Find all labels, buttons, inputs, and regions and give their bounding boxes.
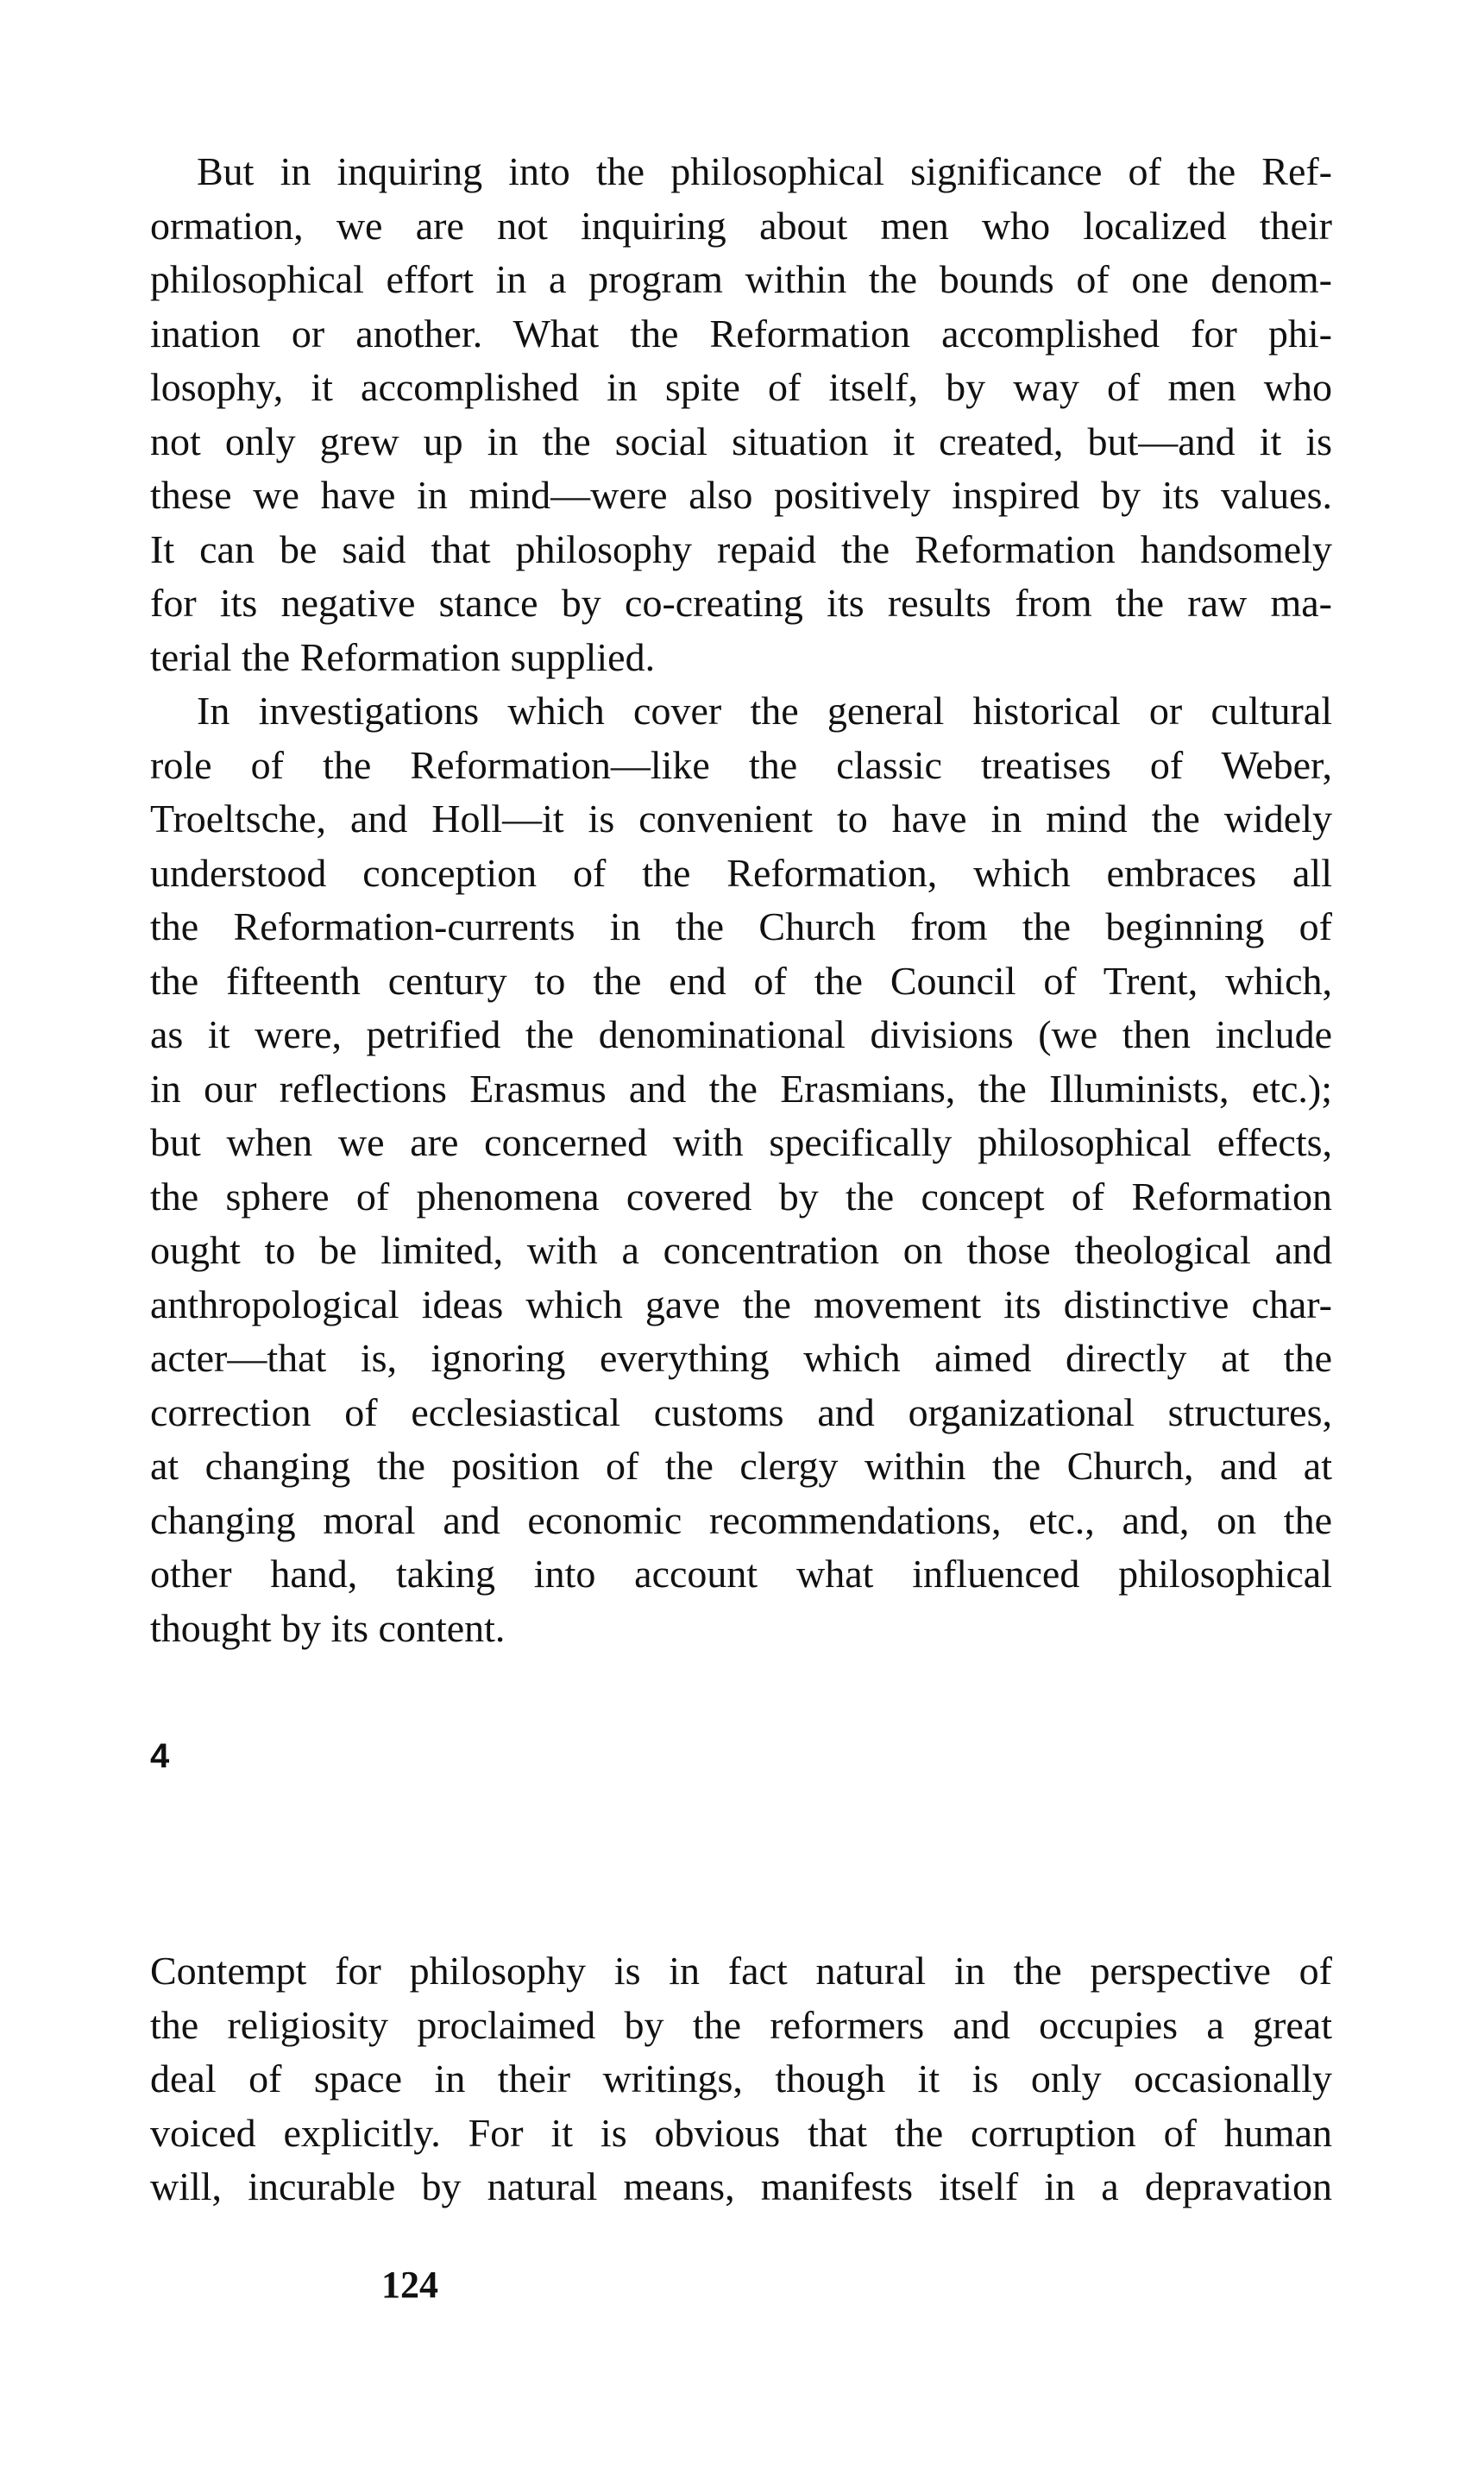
text-line: but when we are concerned with specifically philosophical effects, [150, 1120, 1332, 1164]
text-line: losophy, it accomplished in spite of itself, by way of men who [150, 365, 1332, 409]
section-number: 4 [150, 1737, 170, 1775]
text-line: will, incurable by natural means, manifests itself in a depravation [150, 2164, 1332, 2208]
text-line: for its negative stance by co-creating its results from the raw ma- [150, 581, 1332, 625]
text-line: correction of ecclesiastical customs and organizational structures, [150, 1389, 1332, 1434]
page-number: 124 [381, 2264, 438, 2306]
text-line: understood conception of the Reformation, which embraces all [150, 850, 1332, 895]
paragraph-1 [150, 145, 1332, 684]
text-line: changing moral and economic recommendations, etc., and, on the [150, 1497, 1332, 1542]
text-line: voiced explicitly. For it is obvious that the corruption of human [150, 2110, 1332, 2155]
text-line: Contempt for philosophy is in fact natural in the perspective of [150, 1949, 1332, 1993]
text-line: role of the Reformation—like the classic treatises of Weber, [150, 742, 1332, 787]
text-line: the fifteenth century to the end of the Council of Trent, which, [150, 958, 1332, 1003]
text-line: Troeltsche, and Holl—it is convenient to have in mind the widely [150, 797, 1332, 841]
text-line: ought to be limited, with a concentration on those theological and [150, 1228, 1332, 1272]
section-paragraph [150, 1944, 1332, 2214]
text-line: acter—that is, ignoring everything which aimed directly at the [150, 1336, 1332, 1380]
text-line: philosophical effort in a program within the bounds of one denom- [150, 257, 1332, 301]
text-line: the religiosity proclaimed by the reformers and occupies a great [150, 2002, 1332, 2047]
text-line: In investigations which cover the general historical or cultural [197, 689, 1332, 733]
text-line: It can be said that philosophy repaid the Reformation handsomely [150, 526, 1332, 571]
text-line: deal of space in their writings, though it is only occasionally [150, 2057, 1332, 2101]
text-line: these we have in mind—were also positively inspired by its values. [150, 473, 1332, 517]
text-line: the sphere of phenomena covered by the concept of Reformation [150, 1174, 1332, 1219]
book-page [150, 145, 1332, 2306]
text-line: the Reformation-currents in the Church from the beginning of [150, 904, 1332, 948]
text-line: anthropological ideas which gave the movement its distinctive char- [150, 1282, 1332, 1326]
text-line: not only grew up in the social situation it created, but—and it is [150, 419, 1332, 463]
text-line: at changing the position of the clergy within the Church, and at [150, 1444, 1332, 1488]
text-line: terial the Reformation supplied. [150, 634, 656, 679]
text-line: But in inquiring into the philosophical significance of the Ref- [197, 149, 1332, 193]
text-line: thought by its content. [150, 1605, 506, 1650]
text-line: as it were, petrified the denominational divisions (we then include [150, 1012, 1332, 1056]
text-line: other hand, taking into account what influenced philosophical [150, 1552, 1332, 1596]
paragraph-2 [150, 684, 1332, 1655]
text-line: in our reflections Erasmus and the Erasmians, the Illuminists, etc.); [150, 1066, 1332, 1111]
text-line: ination or another. What the Reformation accomplished for phi- [150, 311, 1332, 356]
text-line: ormation, we are not inquiring about men who localized their [150, 203, 1332, 248]
